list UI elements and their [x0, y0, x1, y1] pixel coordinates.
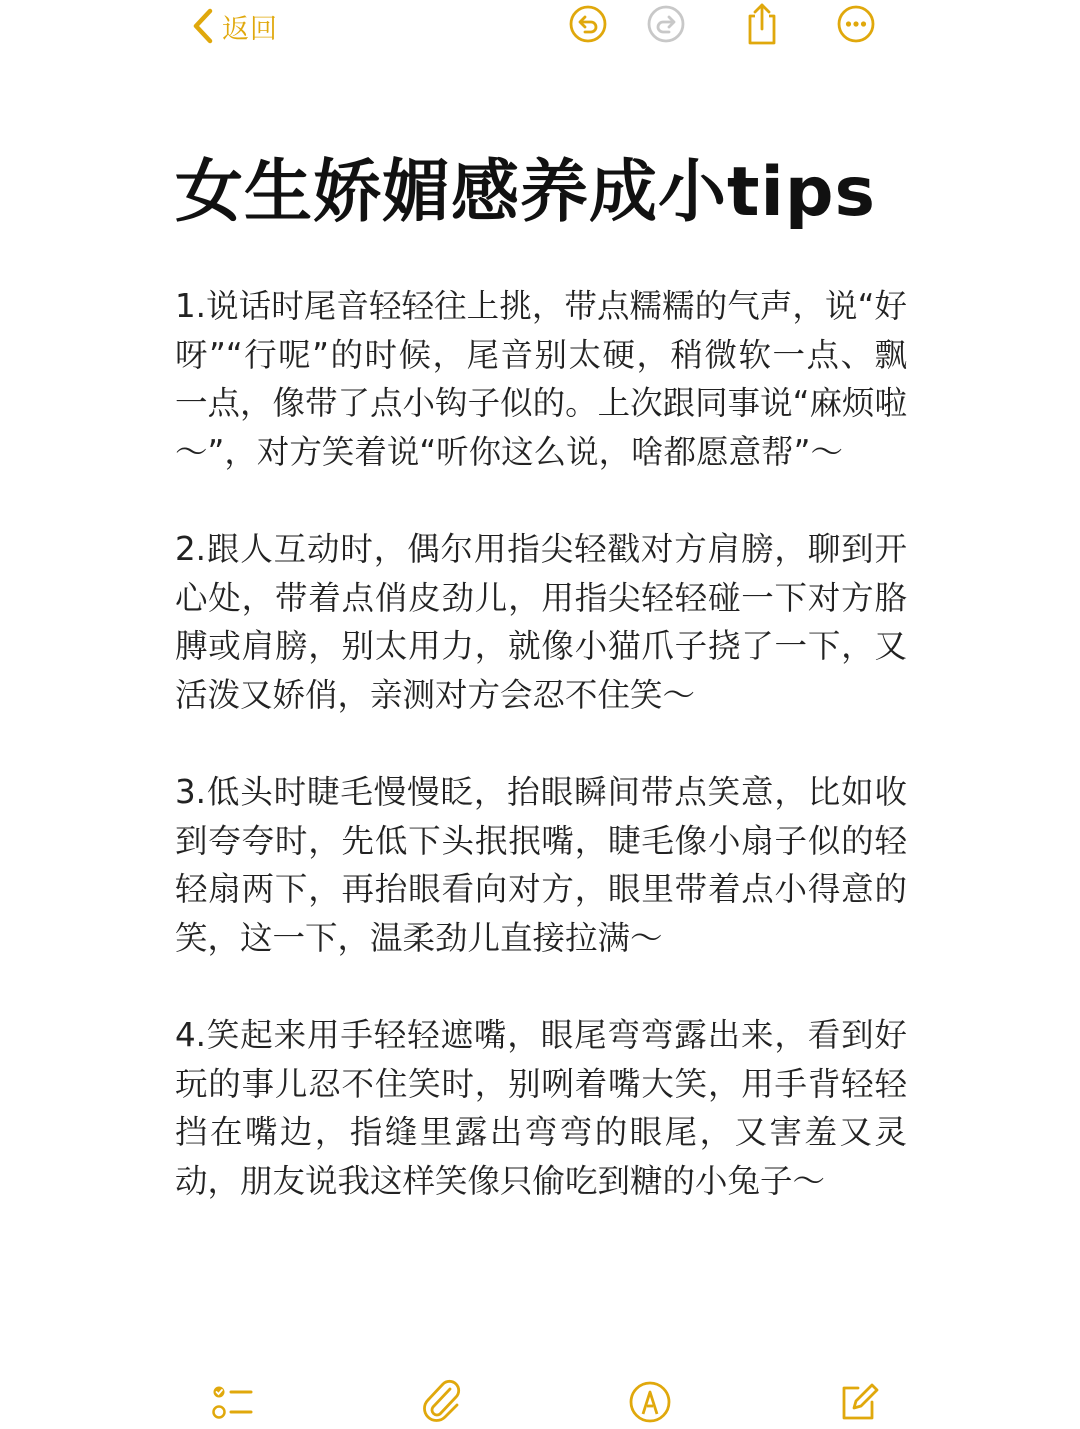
- share-icon: [742, 2, 782, 50]
- chevron-left-icon: [192, 8, 214, 44]
- note-paragraph-3: 3.低头时睫毛慢慢眨，抬眼瞬间带点笑意，比如收到夸夸时，先低下头抿抿嘴，睫毛像小扇子似的轻轻扇两下，再抬眼看向对方，眼里带着点小得意的笑，这一下，温柔劲儿直接拉满～: [175, 773, 907, 957]
- undo-icon: [568, 4, 608, 48]
- more-button[interactable]: [834, 4, 878, 48]
- note-paragraph-4: 4.笑起来用手轻轻遮嘴，眼尾弯弯露出来，看到好玩的事儿忍不住笑时，别咧着嘴大笑，用手背轻轻挡在嘴边，指缝里露出弯弯的眼尾，又害羞又灵动，朋友说我这样笑像只偷吃到糖的小兔子～: [175, 1016, 907, 1200]
- compose-button[interactable]: [834, 1380, 882, 1428]
- checklist-button[interactable]: [208, 1380, 256, 1428]
- note-title[interactable]: 女生娇媚感养成小tips: [175, 153, 876, 232]
- share-button[interactable]: [740, 4, 784, 48]
- note-paragraph-2: 2.跟人互动时，偶尔用指尖轻戳对方肩膀，聊到开心处，带着点俏皮劲儿，用指尖轻轻碰一下对方胳膊或肩膀，别太用力，就像小猫爪子挠了一下，又活泼又娇俏，亲测对方会忍不住笑～: [175, 530, 907, 714]
- attachment-button[interactable]: [418, 1380, 466, 1428]
- markup-icon: [628, 1380, 672, 1428]
- redo-button[interactable]: [644, 4, 688, 48]
- undo-button[interactable]: [566, 4, 610, 48]
- top-toolbar: [0, 0, 1080, 60]
- markup-button[interactable]: [626, 1380, 674, 1428]
- back-label: 返回: [222, 13, 278, 45]
- note-body[interactable]: [175, 282, 907, 1254]
- note-paragraph-1: 1.说话时尾音轻轻往上挑，带点糯糯的气声，说“好呀”“行呢”的时候，尾音别太硬，稍微软一点、飘一点，像带了点小钩子似的。上次跟同事说“麻烦啦～”，对方笑着说“听你这么说，啥都愿意帮”～: [175, 287, 907, 471]
- more-icon: [836, 4, 876, 48]
- back-button[interactable]: [192, 6, 278, 46]
- redo-icon: [646, 4, 686, 48]
- checklist-icon: [209, 1380, 255, 1428]
- compose-icon: [836, 1380, 880, 1428]
- attachment-icon: [420, 1379, 464, 1429]
- bottom-toolbar: [0, 1378, 1080, 1426]
